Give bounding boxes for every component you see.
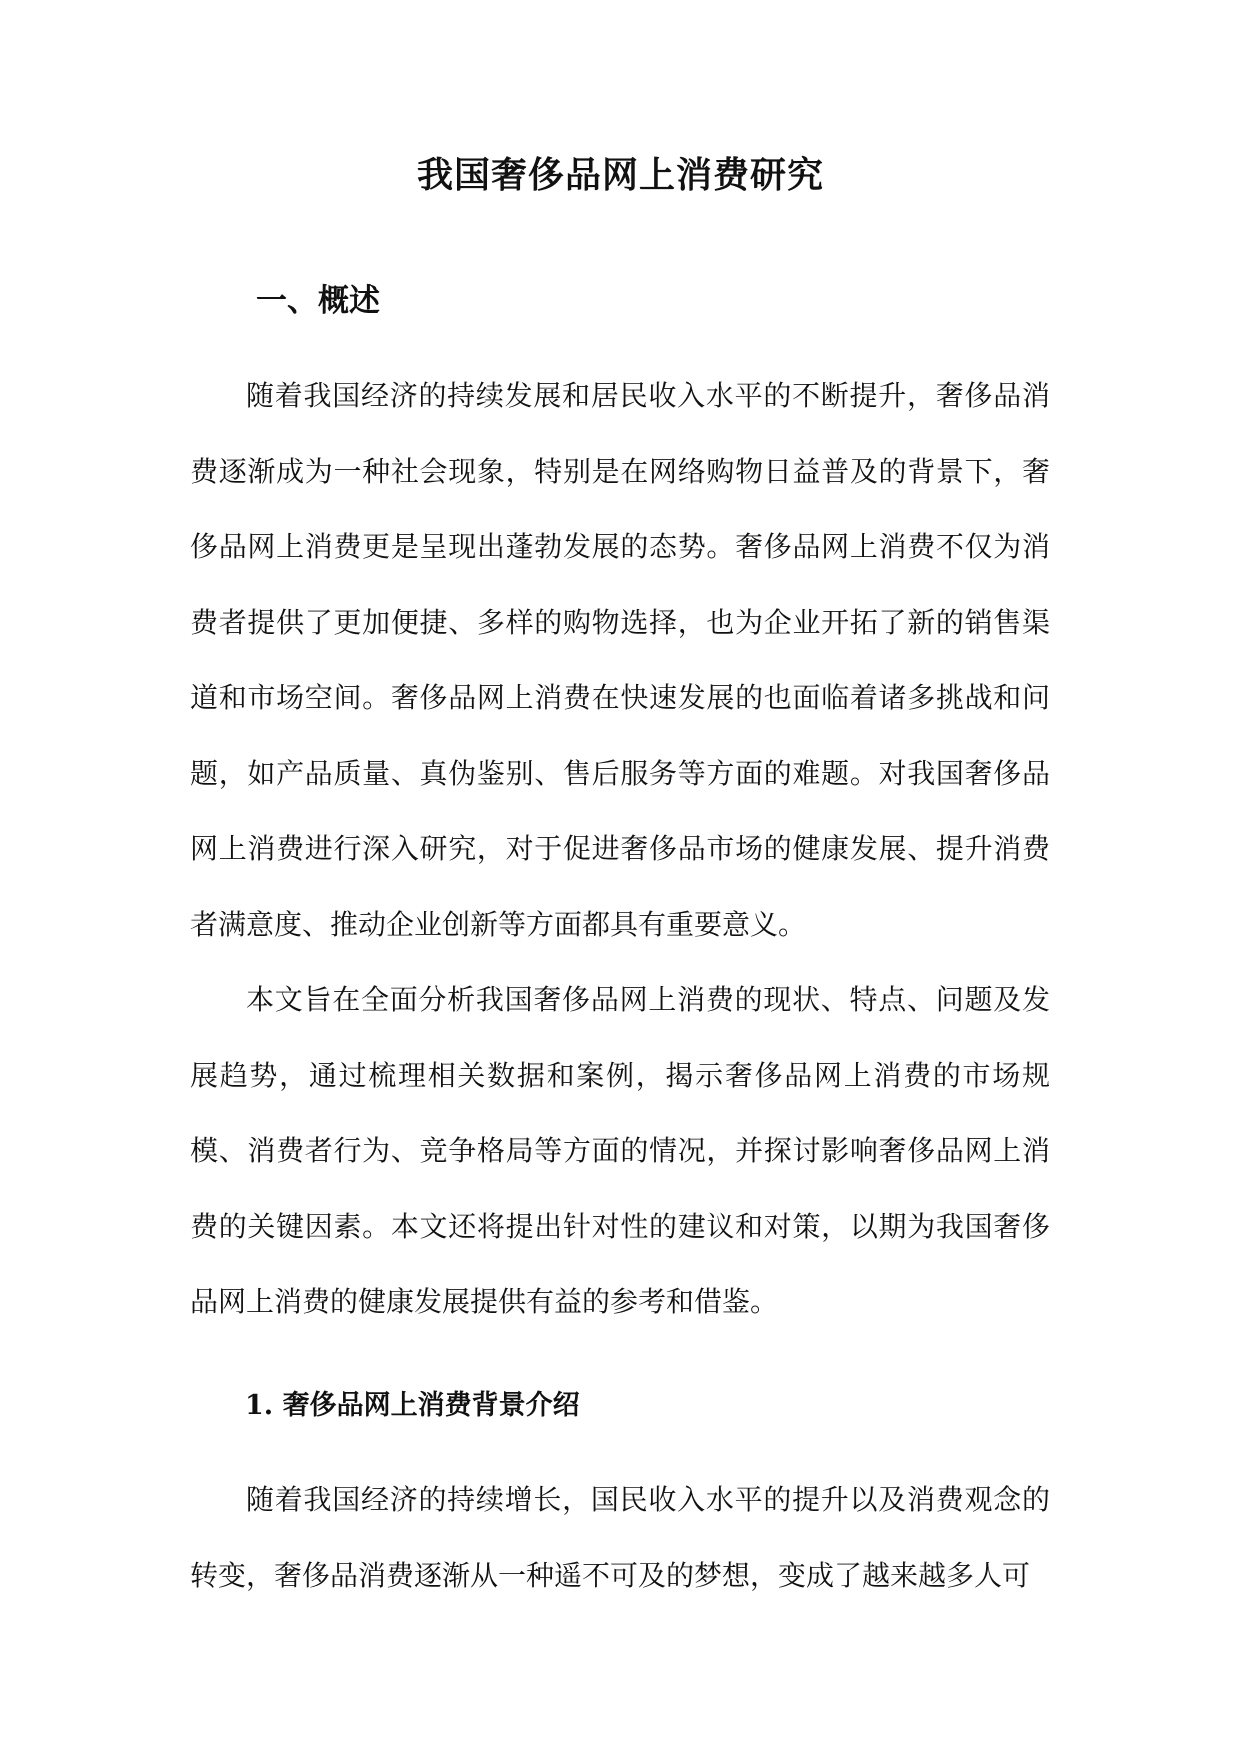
paragraph-overview-2: 本文旨在全面分析我国奢侈品网上消费的现状、特点、问题及发展趋势，通过梳理相关数据和案例，揭示奢侈品网上消费的市场规模、消费者行为、竞争格局等方面的情况，并探讨影响奢侈品网上消费的关键因素。本文还将提出针对性的建议和对策，以期为我国奢侈品网上消费的健康发展提供有益的参考和借鉴。	[190, 983, 1050, 1318]
paragraph-overview-1: 随着我国经济的持续发展和居民收入水平的不断提升，奢侈品消费逐渐成为一种社会现象，特别是在网络购物日益普及的背景下，奢侈品网上消费更是呈现出蓬勃发展的态势。奢侈品网上消费不仅为消费者提供了更加便捷、多样的购物选择，也为企业开拓了新的销售渠道和市场空间。奢侈品网上消费在快速发展的也面临着诸多挑战和问题，如产品质量、真伪鉴别、售后服务等方面的难题。对我国奢侈品网上消费进行深入研究，对于促进奢侈品市场的健康发展、提升消费者满意度、推动企业创新等方面都具有重要意义。	[190, 379, 1050, 941]
document-title: 我国奢侈品网上消费研究	[416, 154, 824, 196]
subsection-heading-background: 1. 奢侈品网上消费背景介绍	[245, 1390, 580, 1421]
section-heading-overview: 一、概述	[256, 283, 380, 319]
paragraph-background-1: 随着我国经济的持续增长，国民收入水平的提升以及消费观念的转变，奢侈品消费逐渐从一种遥不可及的梦想，变成了越来越多人可	[190, 1483, 1050, 1592]
